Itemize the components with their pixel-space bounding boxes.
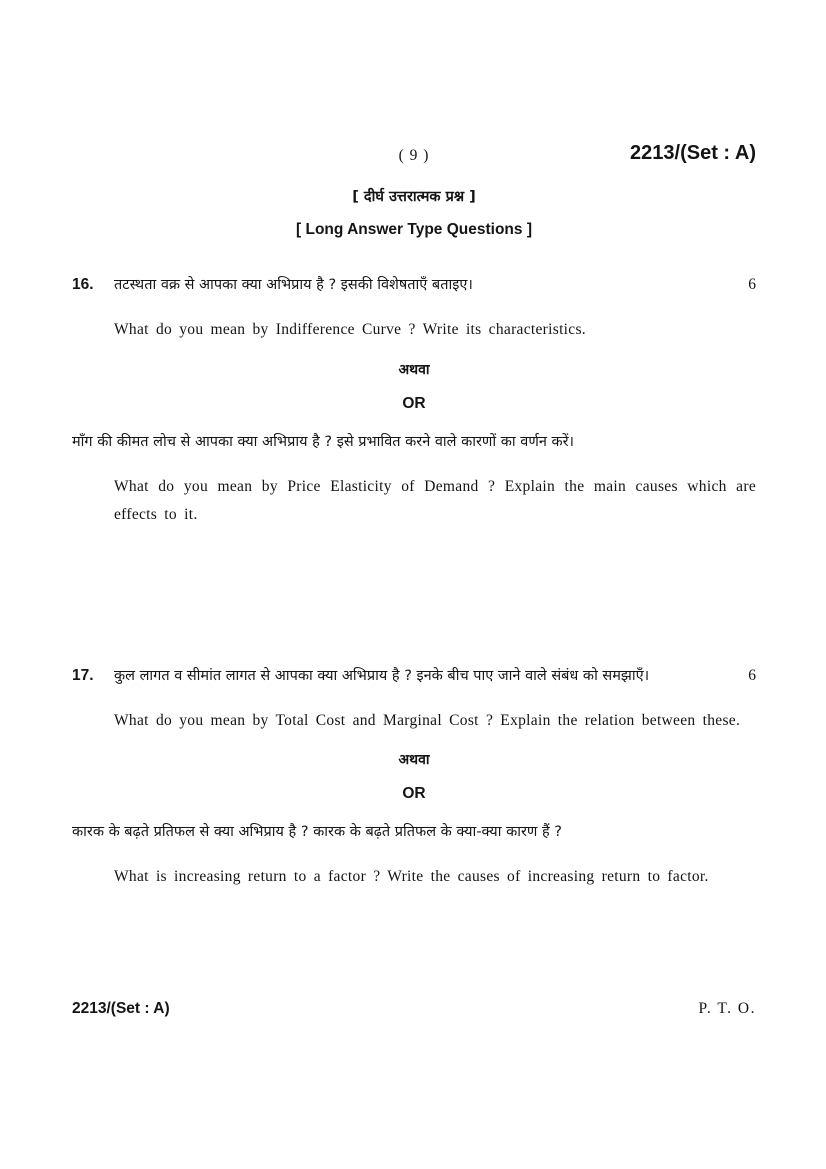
question-17-alt-text-english: What is increasing return to a factor ? Write the causes of increasing return to factor.: [114, 868, 709, 885]
question-16-row: [72, 271, 756, 299]
pto-label: P. T. O.: [698, 1000, 756, 1017]
question-16-or-label-hindi: अथवा: [398, 361, 430, 378]
question-16-text-hindi: तटस्थता वक्र से आपका क्या अभिप्राय है ? इसकी विशेषताएँ बताइए।: [114, 277, 473, 293]
question-16-marks: 6: [748, 276, 756, 293]
question-16-number: 16.: [72, 276, 94, 293]
page-header: [72, 142, 756, 173]
question-16-text-english: What do you mean by Indifference Curve ? Write its characteristics.: [114, 321, 586, 338]
question-16-alt-text-english: What do you mean by Price Elasticity of Demand ? Explain the main causes which are effects to it.: [114, 477, 756, 523]
question-17-alt-text-hindi: कारक के बढ़ते प्रतिफल से क्या अभिप्राय है ? कारक के बढ़ते प्रतिफल के क्या-क्या कारण हैं ?: [72, 824, 562, 840]
section-title-english: [ Long Answer Type Questions ]: [296, 221, 532, 238]
page-number: ( 9 ): [398, 147, 430, 164]
page-footer: [72, 1000, 756, 1018]
section-title-hindi: [ दीर्घ उत्तरात्मक प्रश्न ]: [352, 189, 476, 205]
question-17-text-hindi: कुल लागत व सीमांत लागत से आपका क्या अभिप्राय है ? इनके बीच पाए जाने वाले संबंध को समझाएँ।: [114, 667, 650, 684]
paper-code-footer: 2213/(Set : A): [72, 1000, 170, 1017]
question-17-row: [72, 662, 756, 690]
question-17-number: 17.: [72, 666, 94, 684]
paper-code-header: 2213/(Set : A): [630, 142, 756, 164]
question-16-or-label-english: OR: [402, 394, 426, 412]
question-17-marks: 6: [748, 666, 756, 684]
question-16: [72, 271, 756, 530]
question-16-alt-text-hindi: माँग की कीमत लोच से आपका क्या अभिप्राय है ? इसे प्रभावित करने वाले कारणों का वर्णन करें।: [72, 433, 575, 450]
question-17-or-label-hindi: अथवा: [398, 752, 430, 768]
question-17: [72, 662, 756, 892]
question-17-or-label-english: OR: [402, 785, 426, 802]
question-17-text-english: What do you mean by Total Cost and Marginal Cost ? Explain the relation between these.: [114, 711, 741, 729]
